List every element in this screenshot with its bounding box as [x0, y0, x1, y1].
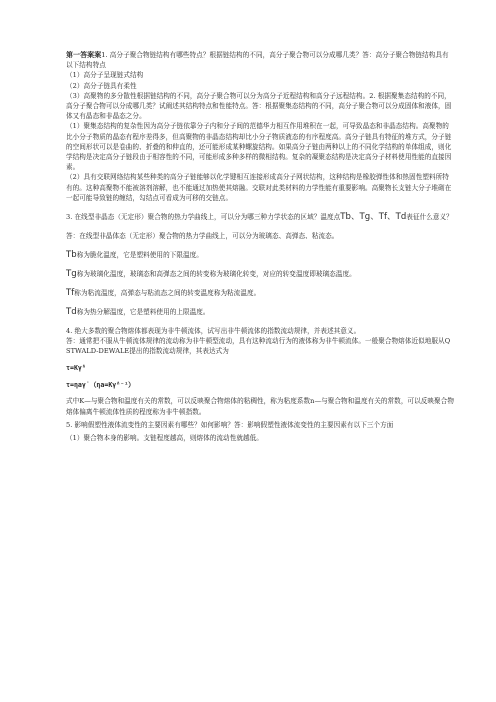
q3-answer: 答：在线型非晶体态（无定形）聚合物的热力学曲线上，可以分为玻璃态、高弹态、粘流态。	[66, 232, 339, 241]
q1-item-3: （3）高聚物的多分散性根据链结构的不同，高分子聚合物可以分为高分子近程结构和高分子远程结构。2. 根据聚集态结构的不同，高分子聚合物可以分成哪几类？试阐述其结构特点和性能特点。答：根据聚集态结构的不同，高分子聚合物可以分成固体和液体，固体又有晶态和非晶态之分。	[66, 91, 452, 121]
tf-symbol: Tf	[66, 288, 75, 299]
td-symbol: Td	[66, 307, 77, 318]
q5-item-1: （1）聚合物本身的影响。支链程度越高，则熔体的流动性就越低。	[66, 434, 263, 443]
tg-symbol: Tg	[66, 269, 77, 280]
tb-symbol: Tb	[66, 250, 77, 261]
q3-symbols: Tb、Tg、Tf、Td	[340, 212, 407, 223]
q2-item-2: （2）具有交联网络结构某些种类的高分子链能够以化学键相互连接形成高分子网状结构，这种结构是橡胶弹性体和热固性塑料所特有的。这种高聚物不能被溶剂溶解，也不能通过加热使其熔融。交联对此类材料的力学性能有重要影响。高聚物长支链大分子堆砌在一起可能导致链的缠结，勾结点可看成为可移的交链点。	[66, 173, 452, 202]
q1-item-1: （1）高分子呈现链式结构	[66, 71, 144, 80]
formula-note: 式中K—与聚合物和温度有关的常数，可以反映聚合物熔体的粘稠性，称为粘度系数n—与聚合物和温度有关的常数，可以反映聚合物熔体偏离牛顿流体性质的程度称为非牛顿指数。	[66, 397, 454, 416]
td-text: 称为热分解温度，它是塑料使用的上限温度。	[76, 308, 210, 317]
q1-item-2: （2）高分子链具有柔性	[66, 81, 137, 90]
q3-paragraph	[66, 209, 454, 225]
tb-text: 称为脆化温度，它是塑料使用的下限温度。	[76, 251, 203, 260]
q5-paragraph: 5. 影响假塑性液体流变性的主要因素有哪些？如何影响？答：影响假塑性液体流变性的主要因素有以下三个方面	[66, 420, 394, 429]
tf-definition	[66, 285, 454, 301]
formula-power-law: τ=Kγ̇ⁿ	[66, 364, 86, 373]
q3-text: 3. 在线型非晶态（无定形）聚合物的热力学曲线上，可以分为哪三种力学状态的区域？温度点	[66, 213, 341, 222]
q4-paragraph: 4. 绝大多数的聚合物熔体都表现为非牛顿流体，试写出非牛顿流体的指数流动规律，并表述其意义。	[66, 327, 361, 336]
td-definition	[66, 304, 454, 320]
tb-definition	[66, 247, 454, 263]
tf-text: 称为粘流温度，高弹态与粘流态之间的转变温度称为粘流温度。	[74, 289, 261, 298]
formula-apparent-viscosity: τ=ηaγ̇ （ηa=Kγ̇ⁿ⁻¹）	[66, 380, 135, 389]
doc-heading: 第一答案案	[66, 51, 102, 59]
tg-text: 称为玻璃化温度，玻璃态和高弹态之间的转变称为玻璃化转变，对应的转变温度即玻璃态温度。	[76, 270, 356, 279]
q1-text: 1. 高分子聚合物链结构有哪些特点？根据链结构的不同，高分子聚合物可以分成哪几类？答：高分子聚合物链结构具有以下结构特点	[66, 51, 449, 70]
q3-suffix: 表征什么意义？	[406, 213, 453, 222]
q2-item-1: （1）聚集态结构的复杂性因为高分子链依靠分子内和分子间的范德华力相互作用堆积在一起，可导致晶态和非晶态结构。高聚物的比小分子物质的晶态有程序差得多，但高聚物的非晶态结构却比小分子物质液态的有序程度高。高分子链具有特征的堆方式，分子链的空间形状可以是卷曲的、折叠的和伸直的，还可能形成某种螺旋结构。如果高分子链由两种以上的不同化学结构的单体组成，则化学结构是决定高分子链段由于相容性的不同，可能形成多种多样的微相结构。复杂的凝聚态结构是决定高分子材料使用性能的直接因素。	[66, 122, 452, 172]
tg-definition	[66, 266, 454, 282]
q4-answer: 答：通常把不服从牛顿流体规律的流动称为非牛顿型流动，具有这种流动行为的液体称为非牛顿流体。一般聚合物熔体近似地服从QSTWALD-DEWALE提出的指数流动规律，其表达式为	[66, 337, 451, 356]
q1-paragraph	[66, 50, 454, 70]
